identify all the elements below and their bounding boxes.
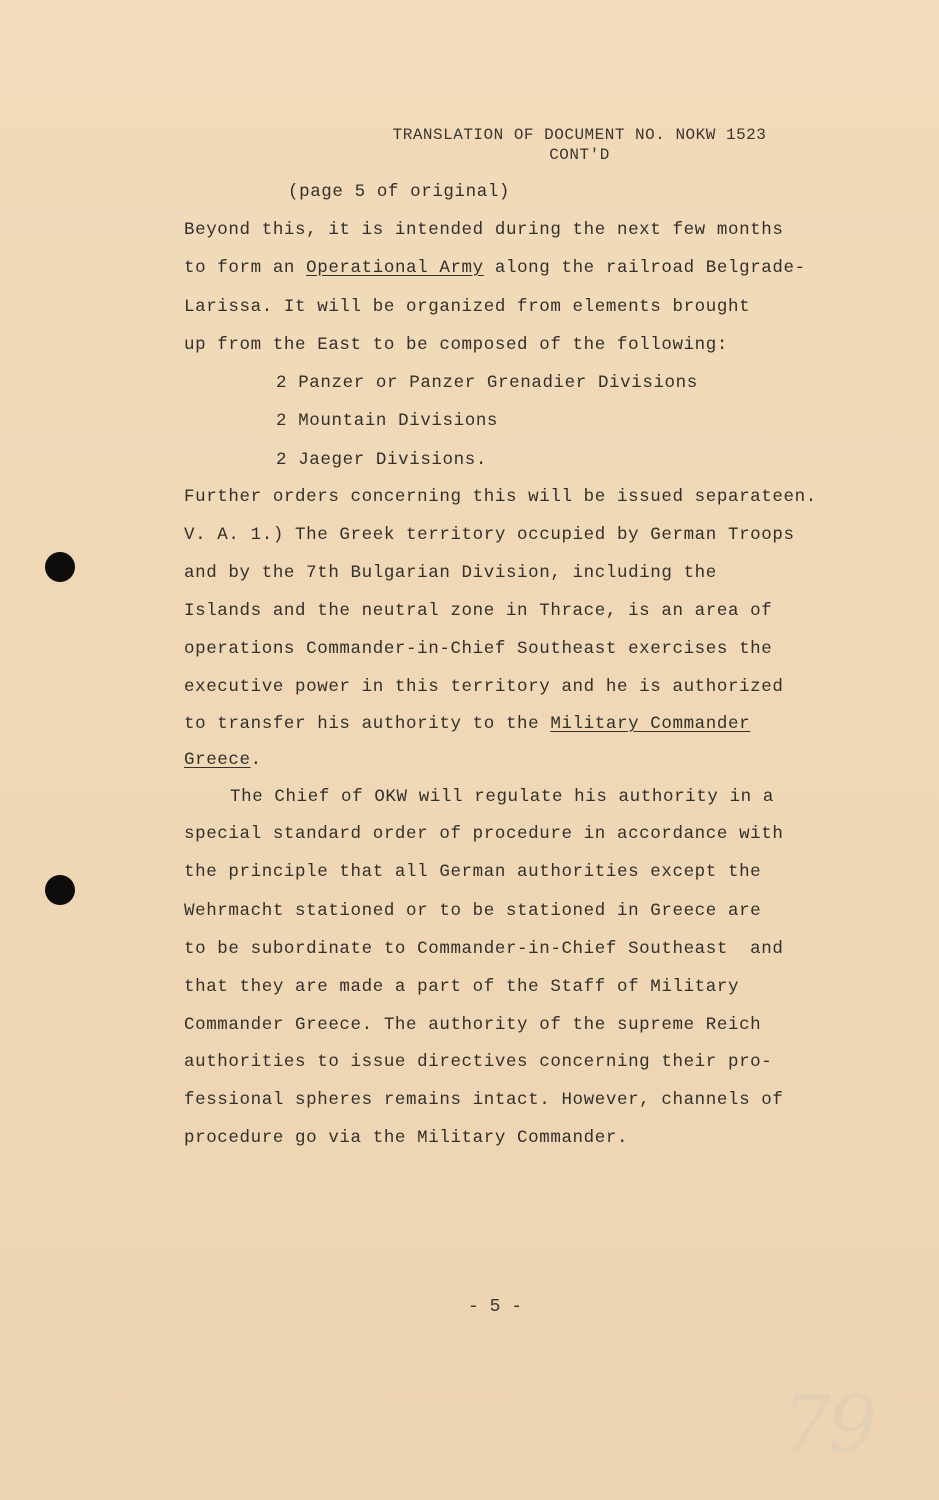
paragraph1-line1: Beyond this, it is intended during the next few months (184, 220, 784, 240)
document-title-continued: CONT'D (549, 146, 610, 164)
paragraph1-line4: up from the East to be composed of the following: (184, 335, 728, 355)
punch-hole-bottom (45, 875, 75, 905)
paragraph2-line1: Further orders concerning this will be issued separateen. (184, 487, 817, 507)
paragraph2-line7-text: to transfer his authority to the (184, 714, 551, 734)
paragraph3-line2: special standard order of procedure in accordance with (184, 824, 784, 844)
paragraph2-line5: operations Commander-in-Chief Southeast exercises the (184, 639, 773, 659)
list-item: 2 Panzer or Panzer Grenadier Divisions (276, 373, 698, 393)
document-title: TRANSLATION OF DOCUMENT NO. NOKW 1523 (392, 126, 767, 144)
page-number: - 5 - (467, 1297, 522, 1317)
paragraph3-line5: to be subordinate to Commander-in-Chief Southeast and (184, 939, 784, 959)
handwritten-page-number: 79 (782, 1380, 874, 1470)
page-subtitle: (page 5 of original) (288, 182, 511, 202)
paragraph3-line9: fessional spheres remains intact. However, channels of (184, 1090, 784, 1110)
paragraph3-line10: procedure go via the Military Commander. (184, 1128, 629, 1148)
list-item: 2 Mountain Divisions (276, 411, 499, 431)
paragraph3-line7: Commander Greece. The authority of the supreme Reich (184, 1015, 762, 1035)
punch-hole-top (45, 552, 75, 582)
paragraph1-line2 (184, 258, 806, 278)
paragraph2-line8 (184, 750, 262, 770)
paragraph2-line7 (184, 714, 750, 734)
paragraph2-line3: and by the 7th Bulgarian Division, including the (184, 563, 717, 583)
paragraph1-line2-text: to form an (184, 258, 307, 278)
operational-army-underlined: Operational Army (306, 258, 484, 278)
military-commander-underlined: Military Commander (550, 714, 751, 734)
paragraph1-line2-end: along the railroad Belgrade- (483, 258, 806, 278)
paragraph3-line3: the principle that all German authorities except the (184, 862, 762, 882)
paragraph2-line8-end: . (250, 750, 262, 770)
paragraph3-line6: that they are made a part of the Staff of Military (184, 977, 740, 997)
list-item: 2 Jaeger Divisions. (276, 450, 487, 470)
paragraph2-line6: executive power in this territory and he is authorized (184, 677, 784, 697)
greece-underlined: Greece (184, 750, 251, 770)
paragraph3-line4: Wehrmacht stationed or to be stationed in Greece are (184, 901, 762, 921)
paragraph3-line1: The Chief of OKW will regulate his authority in a (230, 787, 774, 807)
paragraph2-line4: Islands and the neutral zone in Thrace, is an area of (184, 601, 773, 621)
paragraph3-line8: authorities to issue directives concerning their pro- (184, 1052, 773, 1072)
paragraph2-line2: V. A. 1.) The Greek territory occupied by German Troops (184, 525, 795, 545)
paragraph1-line3: Larissa. It will be organized from elements brought (184, 297, 751, 317)
